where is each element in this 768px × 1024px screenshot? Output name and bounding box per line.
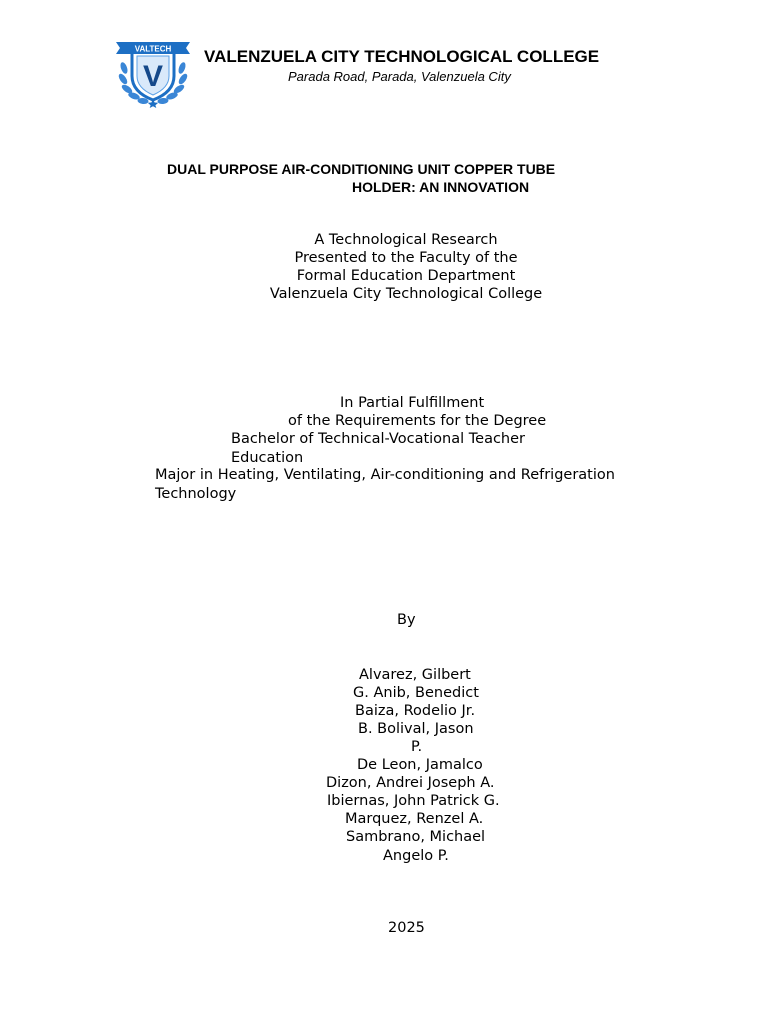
author-line: Ibiernas, John Patrick G. bbox=[327, 793, 500, 809]
author-line: Angelo P. bbox=[383, 848, 449, 864]
by-label: By bbox=[397, 612, 416, 628]
author-line: De Leon, Jamalco bbox=[357, 757, 483, 773]
college-name: VALENZUELA CITY TECHNOLOGICAL COLLEGE bbox=[204, 47, 600, 66]
author-line: G. Anib, Benedict bbox=[353, 685, 479, 701]
fulfillment-line: In Partial Fulfillment bbox=[340, 395, 485, 411]
fulfillment-line: Technology bbox=[155, 486, 237, 502]
fulfillment-line: of the Requirements for the Degree bbox=[288, 413, 547, 429]
fulfillment-line: Major in Heating, Ventilating, Air-conditioning and Refrigeration bbox=[155, 467, 615, 483]
fulfillment-line: Bachelor of Technical-Vocational Teacher bbox=[231, 431, 526, 447]
author-line: Marquez, Renzel A. bbox=[345, 811, 484, 827]
author-line: P. bbox=[411, 739, 423, 755]
author-line: Sambrano, Michael bbox=[346, 829, 486, 845]
author-line: Dizon, Andrei Joseph A. bbox=[326, 775, 495, 791]
author-line: Alvarez, Gilbert bbox=[359, 667, 471, 683]
logo-text: VALTECH bbox=[134, 44, 172, 54]
presentation-line: Formal Education Department bbox=[296, 268, 516, 284]
author-line: B. Bolival, Jason bbox=[358, 721, 474, 737]
thesis-title-line-2: HOLDER: AN INNOVATION bbox=[352, 179, 530, 195]
fulfillment-line: Education bbox=[231, 450, 304, 466]
presentation-line: A Technological Research bbox=[314, 232, 498, 248]
logo-letter: V bbox=[142, 60, 164, 93]
college-address: Parada Road, Parada, Valenzuela City bbox=[288, 69, 511, 84]
star-icon bbox=[148, 99, 159, 108]
presentation-line: Presented to the Faculty of the bbox=[294, 250, 518, 266]
thesis-title-line-1: DUAL PURPOSE AIR-CONDITIONING UNIT COPPER TUBE bbox=[167, 161, 556, 177]
author-line: Baiza, Rodelio Jr. bbox=[355, 703, 476, 719]
presentation-line: Valenzuela City Technological College bbox=[269, 286, 543, 302]
year: 2025 bbox=[388, 920, 425, 936]
college-logo bbox=[112, 38, 194, 108]
